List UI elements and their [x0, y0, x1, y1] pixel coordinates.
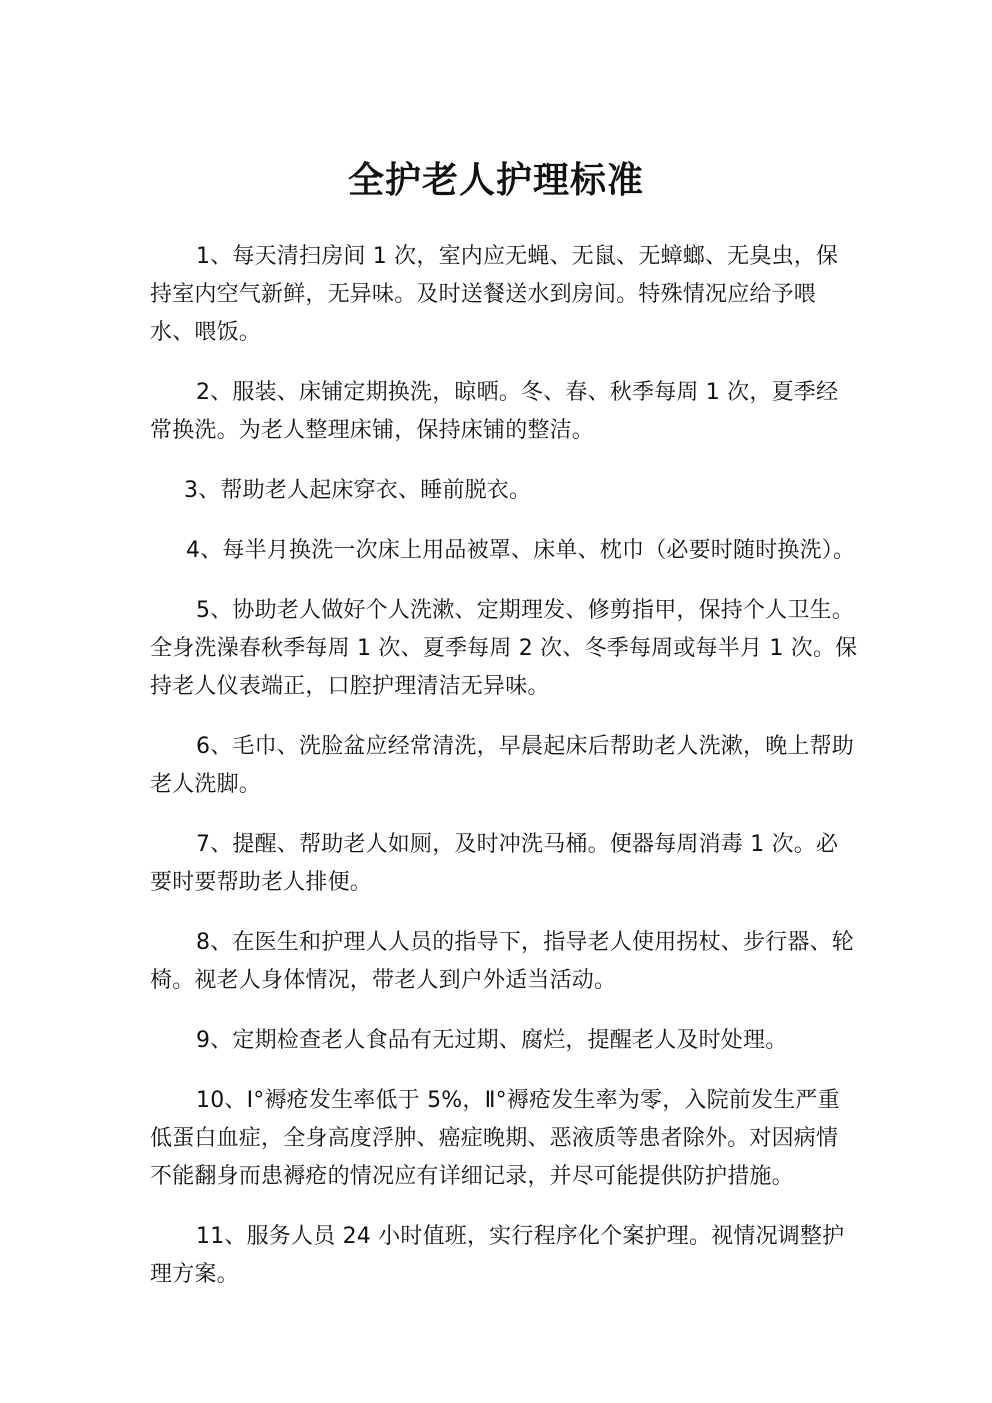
paragraph-3: 3、帮助老人起床穿衣、睡前脱衣。 [184, 478, 532, 503]
paragraph-6: 6、毛巾、洗脸盆应经常清洗，早晨起床后帮助老人洗漱，晚上帮助老人洗脚。 [150, 734, 854, 797]
paragraph-8: 8、在医生和护理人人员的指导下，指导老人使用拐杖、步行器、轮椅。视老人身体情况，带老人到户外适当活动。 [150, 930, 854, 993]
paragraph-10: 10、I°褥疮发生率低于 5%，Ⅱ°褥疮发生率为零，入院前发生严重低蛋白血症，全身高度浮肿、癌症晚期、恶液质等患者除外。对因病情不能翻身而患褥疮的情况应有详细记录，并尽可能提供防护措施。 [150, 1088, 840, 1189]
paragraph-7: 7、提醒、帮助老人如厕，及时冲洗马桶。便器每周消毒 1 次。必要时要帮助老人排便。 [150, 832, 839, 895]
paragraph-11: 11、服务人员 24 小时值班，实行程序化个案护理。视情况调整护理方案。 [150, 1224, 845, 1287]
paragraph-5: 5、协助老人做好个人洗漱、定期理发、修剪指甲，保持个人卫生。全身洗澡春秋季每周 1 次、夏季每周 2 次、冬季每周或每半月 1 次。保持老人仪表端正，口腔护理清洁无异味。 [150, 598, 858, 699]
document-body [150, 238, 858, 1316]
page-title: 全护老人护理标准 [347, 159, 644, 201]
paragraph-2: 2、服装、床铺定期换洗，晾晒。冬、春、秋季每周 1 次，夏季经常换洗。为老人整理床铺，保持床铺的整洁。 [150, 380, 839, 443]
paragraph-4: 4、每半月换洗一次床上用品被罩、床单、枕巾（必要时随时换洗）。 [186, 538, 856, 563]
paragraph-1: 1、每天清扫房间 1 次，室内应无蝇、无鼠、无蟑螂、无臭虫，保持室内空气新鲜，无异味。及时送餐送水到房间。特殊情况应给予喂水、喂饭。 [150, 244, 839, 345]
paragraph-9: 9、定期检查老人食品有无过期、腐烂，提醒老人及时处理。 [196, 1028, 788, 1053]
